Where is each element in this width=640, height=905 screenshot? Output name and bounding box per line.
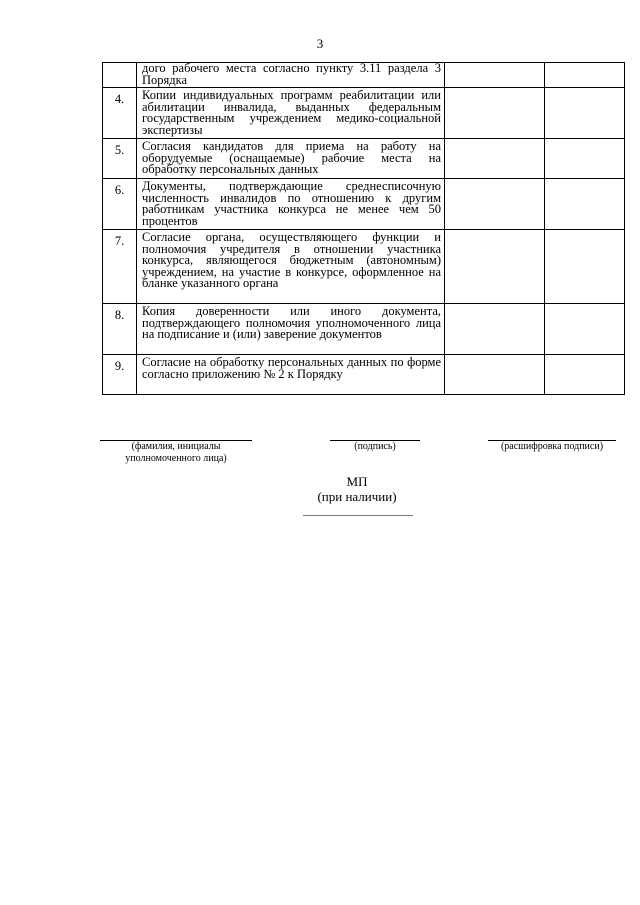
empty-cell <box>445 230 545 304</box>
page-number: 3 <box>316 36 324 51</box>
empty-cell <box>545 88 625 139</box>
row-text: дого рабочего места согласно пункту 3.11 раздела 3 Порядка <box>137 63 445 88</box>
table-row <box>103 355 625 395</box>
empty-cell <box>445 304 545 355</box>
documents-table <box>102 62 625 395</box>
empty-cell <box>445 355 545 395</box>
row-text: Согласие на обработку персональных данных по форме согласно приложению № 2 к Порядку <box>137 355 445 395</box>
row-number: 6. <box>103 179 137 230</box>
row-number: 7. <box>103 230 137 304</box>
table-row <box>103 179 625 230</box>
empty-cell <box>545 355 625 395</box>
empty-cell <box>445 63 545 88</box>
empty-cell <box>445 88 545 139</box>
row-text: Копии индивидуальных программ реабилитации или абилитации инвалида, выданных федеральным государственным учреждением медико-социальной экспертизы <box>137 88 445 139</box>
table-row <box>103 63 625 88</box>
empty-cell <box>445 179 545 230</box>
empty-cell <box>545 304 625 355</box>
table-row <box>103 230 625 304</box>
empty-cell <box>545 179 625 230</box>
signature-field <box>330 440 420 453</box>
row-text: Копия доверенности или иного документа, подтверждающего полномочия уполномоченного лица на подписание и (или) заверение документов <box>137 304 445 355</box>
name-signature-field <box>100 440 252 465</box>
table-row <box>103 304 625 355</box>
stamp-note: (при наличии) <box>317 489 397 504</box>
table-row <box>103 88 625 139</box>
row-text: Согласие органа, осуществляющего функции и полномочия учредителя в отношении участника конкурса, являющегося бюджетным (автономным) учреждением, на участие в конкурсе, оформленное на бланке указанного органа <box>137 230 445 304</box>
row-number: 4. <box>103 88 137 139</box>
empty-cell <box>545 230 625 304</box>
row-number: 9. <box>103 355 137 395</box>
stamp-label: МП <box>346 474 368 489</box>
row-number <box>103 63 137 88</box>
decode-caption: (расшифровка подписи) <box>500 441 604 452</box>
empty-cell <box>445 139 545 179</box>
stamp-block <box>300 474 414 504</box>
row-number: 5. <box>103 139 137 179</box>
row-text: Согласия кандидатов для приема на работу на оборудуемые (оснащаемые) рабочие места на обработку персональных данных <box>137 139 445 179</box>
row-number: 8. <box>103 304 137 355</box>
row-text: Документы, подтверждающие среднесписочную численность инвалидов по отношению к другим работникам участника конкурса не менее чем 50 процентов <box>137 179 445 230</box>
table-row <box>103 139 625 179</box>
signature-caption: (подпись) <box>354 441 396 452</box>
name-caption: (фамилия, инициалы уполномоченного лица) <box>125 441 227 464</box>
decode-signature-field <box>488 440 616 453</box>
empty-cell <box>545 63 625 88</box>
empty-cell <box>545 139 625 179</box>
stamp-line <box>303 515 413 516</box>
